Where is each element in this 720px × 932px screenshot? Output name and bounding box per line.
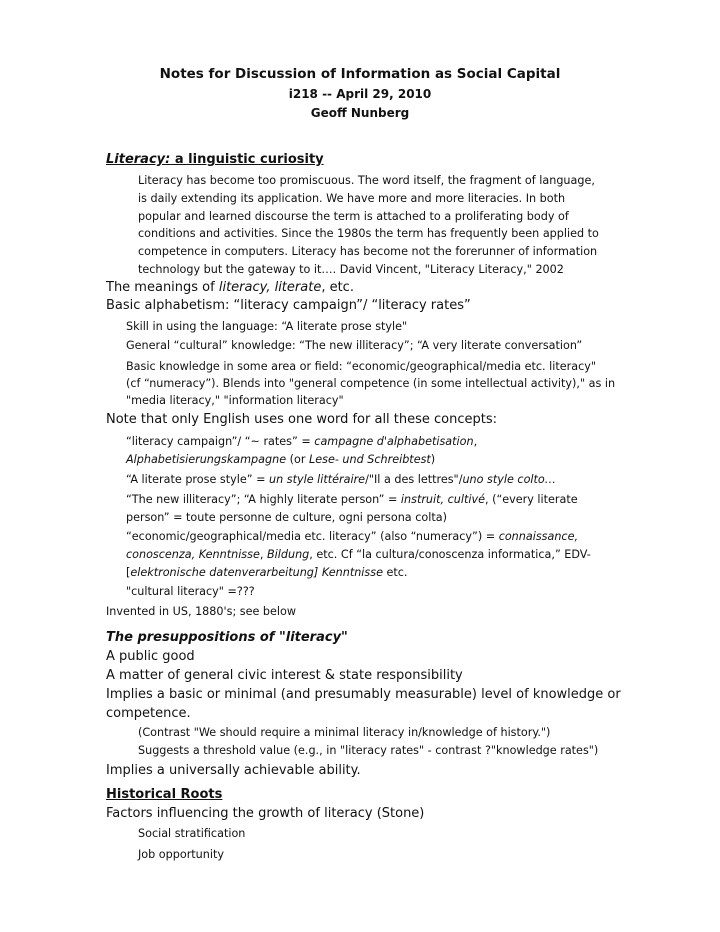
- italic-text: elektronische datenverarbeitung] Kenntnisse: [130, 566, 383, 579]
- italic-text: un style littéraire: [269, 473, 366, 486]
- text: “The new illiteracy”; “A highly literate person” =: [126, 493, 401, 506]
- italic-text: Lese- und Schreibtest: [309, 453, 431, 466]
- section-literacy-heading: [106, 152, 324, 167]
- quote-line: is daily extending its application. We have more and more literacies. In both: [138, 192, 566, 205]
- section-historical-heading: Historical Roots: [106, 787, 223, 802]
- factors-line: Factors influencing the growth of literacy (Stone): [106, 806, 425, 821]
- text: /"Il a des lettres"/: [365, 473, 463, 486]
- italic-text: instruit, cultivé: [400, 493, 485, 506]
- public-line: A public good: [106, 649, 195, 664]
- doc-title: Notes for Discussion of Information as Social Capital: [159, 66, 561, 82]
- heading-italic: Literacy:: [106, 152, 171, 167]
- text: “literacy campaign”/ “~ rates” =: [126, 435, 315, 448]
- text: “A literate prose style” =: [126, 473, 270, 486]
- basic-line: "media literacy," "information literacy": [126, 394, 344, 407]
- italic-text: campagne d'alphabetisation: [314, 435, 474, 448]
- contrast-line: (Contrast "We should require a minimal literacy in/knowledge of history."): [138, 726, 551, 739]
- basic-line: (cf “numeracy”). Blends into "general competence (in some intellectual activity)," as in: [126, 377, 616, 390]
- quote-line: technology but the gateway to it…. David Vincent, "Literacy Literacy," 2002: [138, 263, 564, 276]
- italic-text: Alphabetisierungskampagne: [126, 453, 287, 466]
- section-presuppositions-heading: The presuppositions of "literacy": [106, 630, 348, 645]
- text: [: [126, 566, 131, 579]
- quote-line: popular and learned discourse the term is attached to a proliferating body of: [138, 210, 569, 223]
- text: ,: [259, 548, 267, 561]
- general-line: General “cultural” knowledge: “The new illiteracy”; “A very literate conversation”: [126, 339, 583, 352]
- italic-text: uno style colto…: [462, 473, 556, 486]
- translation-line: [126, 473, 556, 486]
- meanings-pre: The meanings of: [106, 280, 219, 295]
- translation-line: [126, 493, 578, 506]
- heading-rest: a linguistic curiosity: [170, 152, 324, 167]
- translation-line: [126, 530, 578, 543]
- basic-line: Basic knowledge in some area or field: “economic/geographical/media etc. literacy": [126, 360, 597, 373]
- author: Geoff Nunberg: [310, 106, 410, 120]
- quote-line: Literacy has become too promiscuous. The word itself, the fragment of language,: [138, 174, 595, 187]
- text: etc.: [382, 566, 408, 579]
- quote-line: competence in computers. Literacy has become not the forerunner of information: [138, 245, 598, 258]
- text: “economic/geographical/media etc. literacy” (also “numeracy”) =: [126, 530, 499, 543]
- translation-line: person” = toute personne de culture, ogni persona colta): [126, 511, 447, 524]
- list-item: Social stratification: [138, 827, 246, 840]
- meanings-line: [106, 280, 354, 295]
- translation-line: [126, 548, 591, 561]
- implies-line: Implies a basic or minimal (and presumably measurable) level of knowledge or: [106, 687, 621, 702]
- translation-line: [126, 453, 435, 466]
- list-item: Job opportunity: [138, 848, 224, 861]
- invented-line: Invented in US, 1880's; see below: [106, 605, 297, 618]
- meanings-italic: literacy, literate: [218, 280, 322, 295]
- text: ): [430, 453, 436, 466]
- skill-line: Skill in using the language: “A literate prose style": [126, 320, 408, 333]
- achievable-line: Implies a universally achievable ability.: [106, 763, 361, 778]
- note-line: Note that only English uses one word for all these concepts:: [106, 412, 498, 427]
- text: (or: [286, 453, 310, 466]
- text: , (“every literate: [484, 493, 578, 506]
- civic-line: A matter of general civic interest & state responsibility: [106, 668, 463, 683]
- translation-line: "cultural literacy" =???: [126, 585, 255, 598]
- text: ,: [473, 435, 478, 448]
- quote-line: conditions and activities. Since the 1980s the term has frequently been applied to: [138, 227, 599, 240]
- text: , etc. Cf “la cultura/conoscenza informatica,” EDV-: [309, 548, 591, 561]
- alphabetism-line: Basic alphabetism: “literacy campaign”/ “literacy rates”: [106, 298, 471, 313]
- translation-line: [126, 435, 477, 448]
- threshold-line: Suggests a threshold value (e.g., in "literacy rates" - contrast ?"knowledge rates"): [138, 744, 599, 757]
- italic-text: Bildung: [266, 548, 310, 561]
- implies-line: competence.: [106, 706, 191, 721]
- meanings-post: , etc.: [321, 280, 354, 295]
- italic-text: conoscenza, Kenntnisse: [126, 548, 260, 561]
- course-line: i218 -- April 29, 2010: [288, 87, 432, 101]
- italic-text: connaissance,: [498, 530, 579, 543]
- translation-line: [126, 566, 408, 579]
